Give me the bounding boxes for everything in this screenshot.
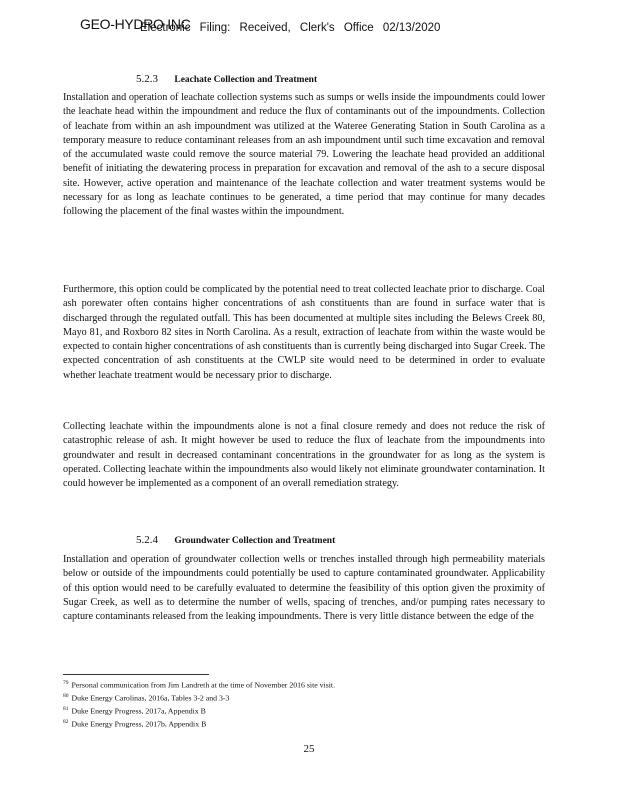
section-title: Groundwater Collection and Treatment xyxy=(174,536,336,546)
efiling-stamp: Electronic Filing: Received, Clerk's Office 02/13/2020 xyxy=(140,22,441,34)
section-number: 5.2.4 xyxy=(136,534,158,546)
footnote-number: 82 xyxy=(63,719,69,726)
section-heading-5-2-3 xyxy=(136,73,317,85)
footnote-number: 79 xyxy=(63,680,69,686)
section-number: 5.2.3 xyxy=(136,73,158,85)
footnote-text: Duke Energy Progress, 2017a, Appendix B xyxy=(71,706,206,716)
footnote-divider xyxy=(63,674,209,675)
footnote-text: Duke Energy Progress, 2017b, Appendix B xyxy=(71,719,207,729)
paragraph-groundwater-collection: Installation and operation of groundwater collection wells or trenches installed through high permeability materials below or outside of the impoundments could potentially be used to capture contaminated groundwater. Applicability of this option would need to be carefully evaluated to determine the feasibility of this option given the proximity of Sugar Creek, as well as to determine the number of wells, spacing of trenches, and/or pumping rates necessary to capture contaminants released from the leaking impoundments. There is very little distance between the edge of the xyxy=(63,554,545,623)
paragraph-leachate-collection: Installation and operation of leachate collection systems such as sumps or wells inside the impoundments could lower the leachate head within the impoundment and reduce the flux of contaminants out of the impoundments. Collection of leachate from within an ash impoundment was utilized at the Wateree Generating Station in South Carolina as a temporary measure to reduce contaminant releases from an ash impoundment until such time excavation and removal of the accumulated waste could remove the source material 79. Lowering the leachate head provided an additional benefit of initiating the dewatering process in preparation for excavation and removal of the ash to a secure disposal site. However, active operation and maintenance of the leachate collection and water treatment systems would be necessary for as long as leachate continues to be generated, a time period that may continue for many decades following the placement of the final wastes within the impoundment. xyxy=(63,92,545,218)
page-header xyxy=(0,14,618,44)
footnote-82 xyxy=(63,717,545,730)
footnote-number: 81 xyxy=(63,706,69,713)
footnotes xyxy=(63,678,545,730)
paragraph-leachate-closure: Collecting leachate within the impoundments alone is not a final closure remedy and does not reduce the risk of catastrophic release of ash. It might however be used to reduce the flux of leachate from the impoundments into groundwater and result in decreased contaminant concentrations in the groundwater for as long as the system is operated. Collecting leachate within the impoundments also would likely not eliminate groundwater contamination. It could however be implemented as a component of an overall remediation strategy. xyxy=(63,421,545,490)
footnote-79 xyxy=(63,678,545,691)
section-heading-5-2-4 xyxy=(136,534,335,546)
footnote-81 xyxy=(63,704,545,717)
footnote-text: Duke Energy Carolinas, 2016a, Tables 3-2 and 3-3 xyxy=(71,693,230,703)
footnote-number: 80 xyxy=(63,693,69,700)
footnote-80 xyxy=(63,691,545,704)
page-number: 25 xyxy=(303,743,315,755)
section-title: Leachate Collection and Treatment xyxy=(174,75,318,85)
footnote-text: Personal communication from Jim Landreth at the time of November 2016 site visit. xyxy=(71,680,336,690)
paragraph-leachate-treatment: Furthermore, this option could be complicated by the potential need to treat collected leachate prior to discharge. Coal ash porewater often contains higher concentrations of ash constituents than are found in surface water that is discharged through the regulated outfall. This has been documented at multiple sites including the Belews Creek 80, Mayo 81, and Roxboro 82 sites in North Carolina. As a result, extraction of leachate from within the waste would be expected to contain higher concentrations of ash constituents than is currently being discharged into Sugar Creek. The expected concentration of ash constituents at the CWLP site would need to be determined in order to evaluate whether leachate treatment would be necessary prior to discharge. xyxy=(63,284,545,381)
company-logo-text: GEO-HYDRO INC xyxy=(80,16,191,32)
